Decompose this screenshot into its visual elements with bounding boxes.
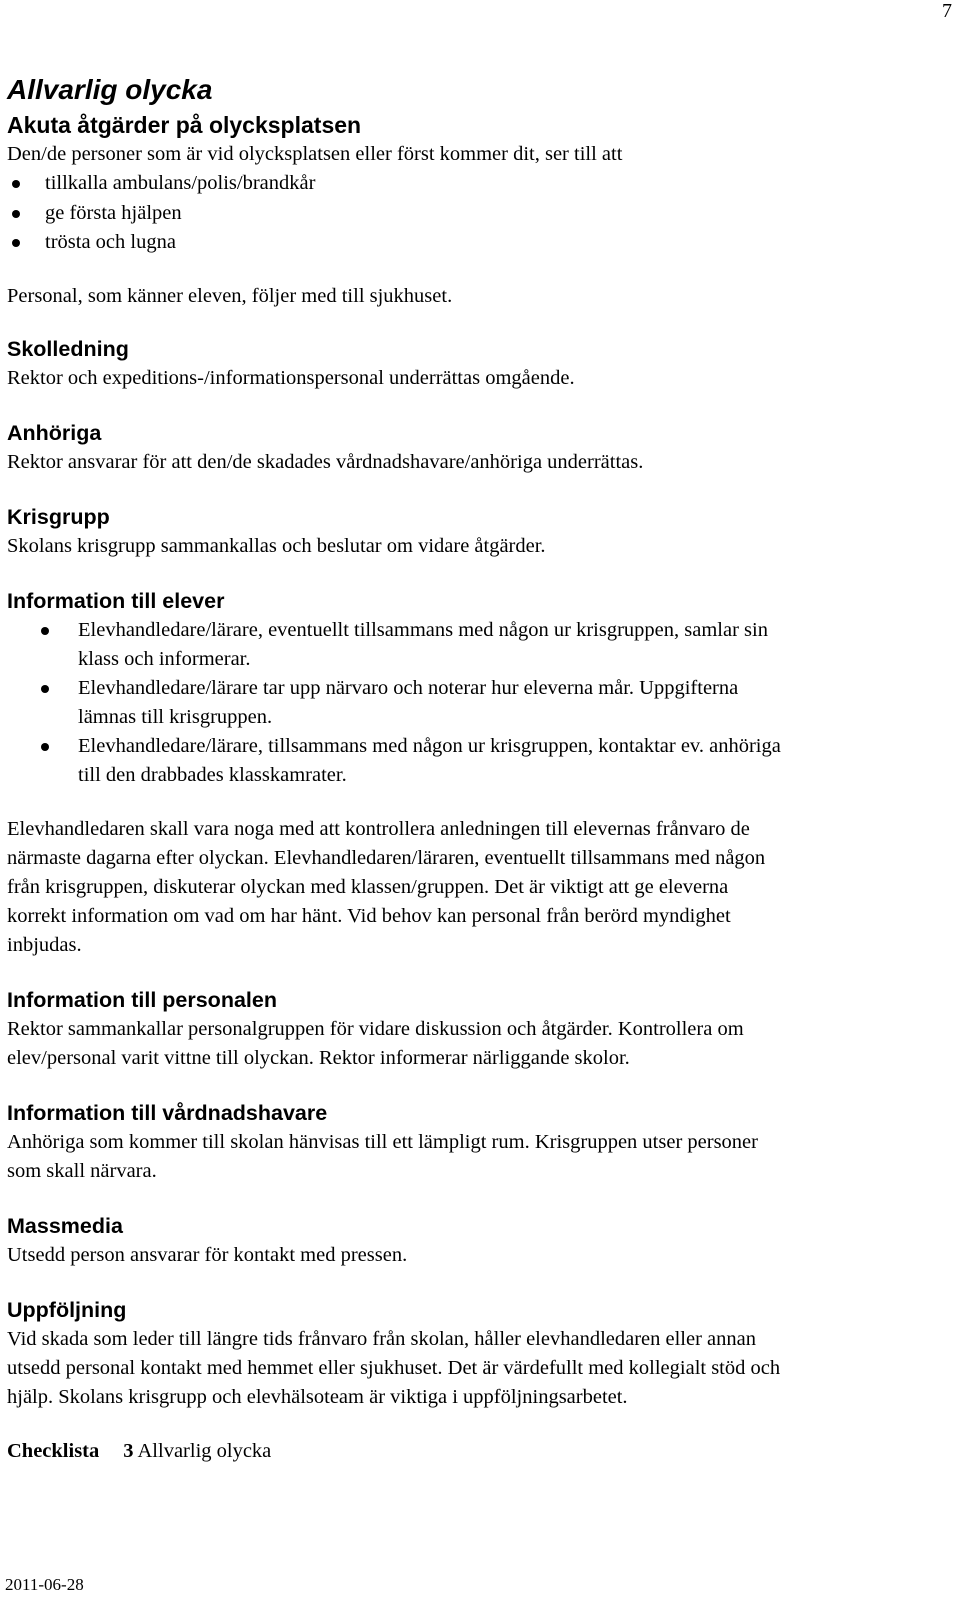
actions-list: [7, 169, 952, 258]
list-item: trösta och lugna: [7, 228, 952, 258]
anhoriga-heading: Anhöriga: [7, 420, 102, 445]
uppfoljning-text: Vid skada som leder till längre tids frånvaro från skolan, håller elevhandledaren eller annan utsedd personal kontakt med hemmet eller sjukhuset. Det är värdefullt med kollegialt stöd och hjälp. Skolans krisgrupp och elevhälsoteam är viktiga i uppföljningsarbetet.: [7, 1327, 781, 1408]
checklist-number: 3: [123, 1439, 134, 1462]
info-vardnadshavare-heading: Information till vårdnadshavare: [7, 1100, 328, 1125]
info-vardnadshavare-text: Anhöriga som kommer till skolan hänvisas till ett lämpligt rum. Krisgruppen utser personer som skall närvara.: [7, 1130, 758, 1182]
document-date: 2011-06-28: [5, 1575, 84, 1594]
list-item: Elevhandledare/lärare, eventuellt tillsammans med någon ur krisgruppen, samlar sin klass och informerar.: [7, 616, 952, 674]
info-elever-list: [7, 616, 952, 790]
krisgrupp-heading: Krisgrupp: [7, 504, 110, 529]
info-personalen-heading: Information till personalen: [7, 987, 277, 1012]
page-number: 7: [942, 0, 952, 22]
document-title: Allvarlig olycka: [7, 74, 213, 105]
list-item: Elevhandledare/lärare, tillsammans med någon ur krisgruppen, kontaktar ev. anhöriga till den drabbades klasskamrater.: [7, 732, 952, 790]
list-item: ge första hjälpen: [7, 199, 952, 229]
intro-text: Den/de personer som är vid olycksplatsen eller först kommer dit, ser till att: [7, 143, 623, 165]
anhoriga-text: Rektor ansvarar för att den/de skadades vårdnadshavare/anhöriga underrättas.: [7, 450, 644, 473]
checklist-label: Checklista: [7, 1439, 100, 1462]
krisgrupp-text: Skolans krisgrupp sammankallas och beslutar om vidare åtgärder.: [7, 534, 546, 557]
checklist-reference: [7, 1437, 952, 1466]
info-personalen-text: Rektor sammankallar personalgruppen för vidare diskussion och åtgärder. Kontrollera om elev/personal varit vittne till olyckan. Rektor informerar närliggande skolor.: [7, 1017, 744, 1069]
skolledning-heading: Skolledning: [7, 336, 129, 361]
massmedia-text: Utsedd person ansvarar för kontakt med pressen.: [7, 1243, 408, 1266]
personal-text: Personal, som känner eleven, följer med till sjukhuset.: [7, 284, 453, 307]
skolledning-text: Rektor och expeditions-/informationspersonal underrättas omgående.: [7, 366, 575, 389]
list-item: Elevhandledare/lärare tar upp närvaro och noterar hur eleverna mår. Uppgifterna lämnas till krisgruppen.: [7, 674, 952, 732]
uppfoljning-heading: Uppföljning: [7, 1297, 127, 1322]
subtitle-heading: Akuta åtgärder på olycksplatsen: [7, 112, 362, 138]
info-elever-paragraph: Elevhandledaren skall vara noga med att kontrollera anledningen till elevernas frånvaro de närmaste dagarna efter olyckan. Elevhandledaren/läraren, eventuellt tillsammans med någon från krisgruppen, diskuterar olyckan med klassen/gruppen. Det är viktigt att ge eleverna korrekt information om vad om har hänt. Vid behov kan personal från berörd myndighet inbjudas.: [7, 817, 766, 956]
info-elever-heading: Information till elever: [7, 588, 225, 613]
massmedia-heading: Massmedia: [7, 1213, 123, 1238]
document-body: [7, 70, 952, 1466]
list-item: tillkalla ambulans/polis/brandkår: [7, 169, 952, 199]
checklist-name: Allvarlig olycka: [137, 1439, 272, 1462]
